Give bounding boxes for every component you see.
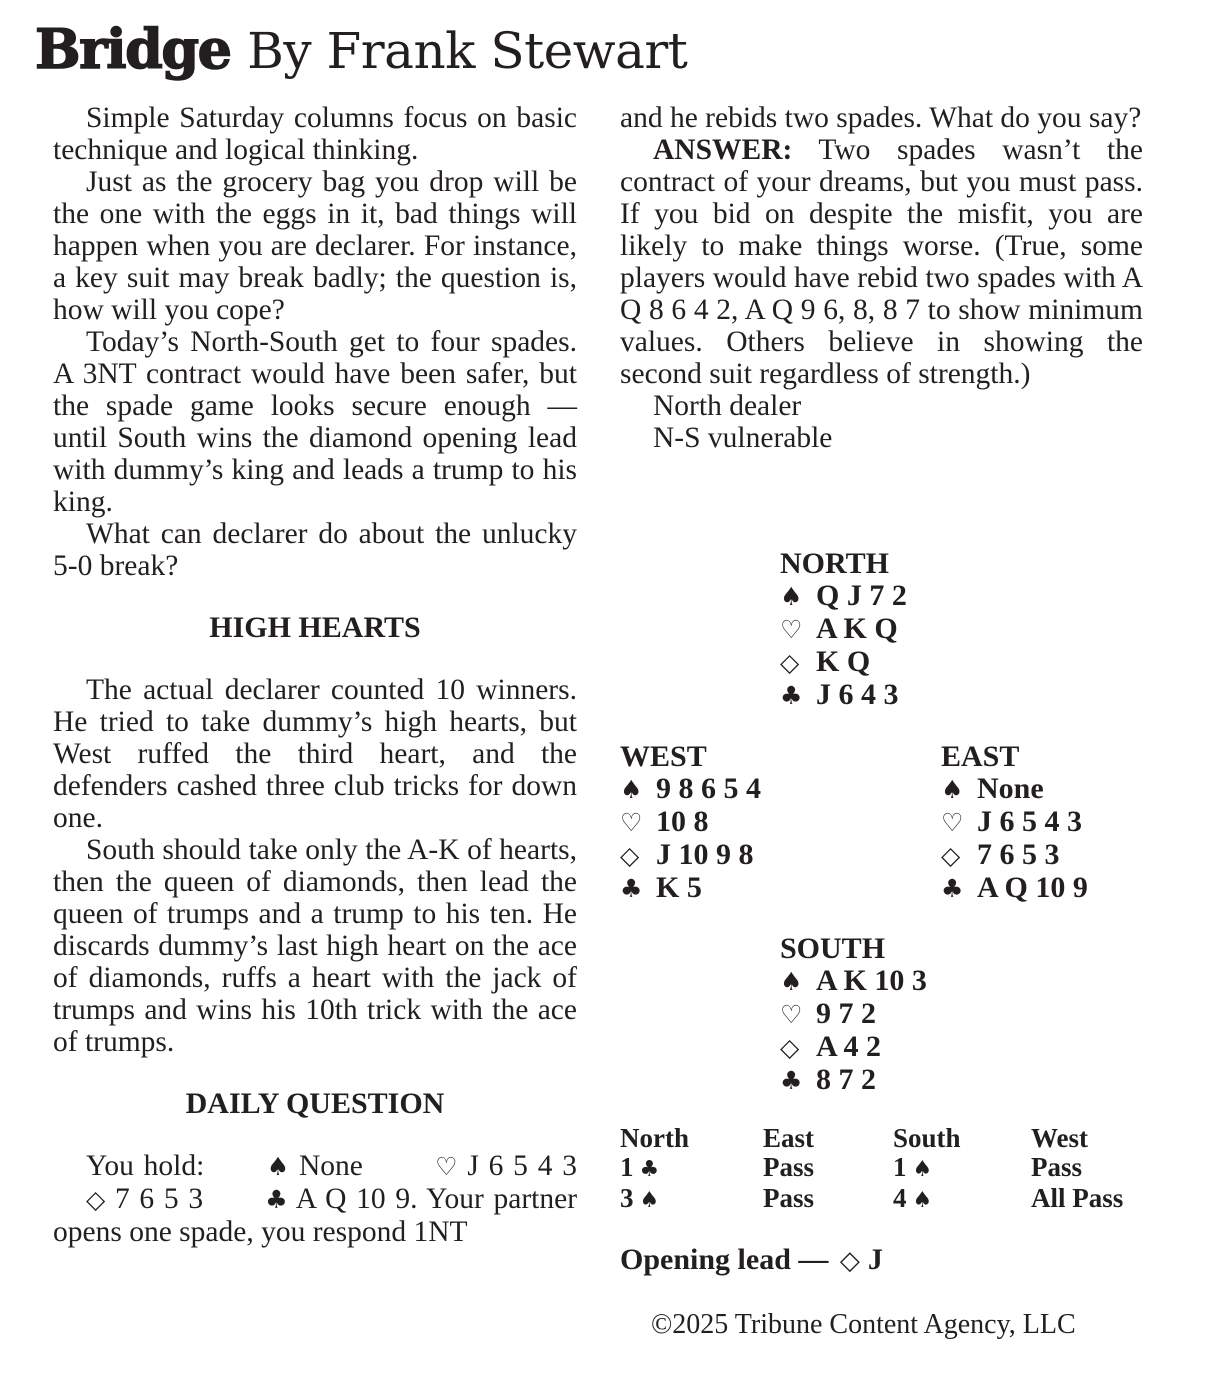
paragraph-intro-1: Simple Saturday columns focus on basic technique and logical thinking. (53, 102, 577, 166)
club-icon: ♣ (265, 1185, 288, 1214)
heart-icon: ♡ (780, 1000, 803, 1029)
club-icon: ♣ (639, 1157, 660, 1182)
hand-east-name: EAST (941, 740, 1020, 773)
auction-header-south: South (893, 1123, 961, 1153)
bid-call: Pass (763, 1152, 815, 1182)
club-icon: ♣ (780, 681, 803, 710)
hand-west-clubs (620, 872, 761, 905)
auction-header-north: North (620, 1123, 689, 1153)
hand-north-spades (780, 580, 907, 613)
subhead-daily-question: DAILY QUESTION (185, 1087, 445, 1120)
hand-north-hearts (780, 613, 907, 646)
bid-call: Pass (763, 1183, 815, 1213)
auction-bid (763, 1153, 893, 1184)
bid-call: All Pass (1031, 1183, 1124, 1213)
cards: A 4 2 (816, 1030, 882, 1063)
auction-bid (1031, 1184, 1150, 1215)
bid-level: 1 (620, 1152, 634, 1182)
hand-south-name: SOUTH (780, 932, 886, 965)
spade-icon: ♠ (912, 1188, 933, 1213)
bid-level: 4 (893, 1183, 907, 1213)
heart-icon: ♡ (620, 808, 643, 837)
question-continuation: and he rebids two spades. What do you say? (620, 102, 1142, 134)
spade-icon: ♠ (941, 775, 964, 804)
auction-header-west: West (1031, 1123, 1088, 1153)
cards: J 6 4 3 (816, 678, 899, 711)
answer-label: ANSWER: (653, 134, 793, 166)
diamond-icon: ◇ (86, 1185, 106, 1214)
cards: K 5 (656, 871, 702, 904)
hand-south-spades (780, 965, 927, 998)
auction-row (620, 1153, 1150, 1184)
spade-icon: ♠ (639, 1188, 660, 1213)
auction-bid (893, 1153, 1031, 1184)
hand-north (780, 548, 907, 712)
hand-west-spades (620, 773, 761, 806)
auction-header-row (620, 1124, 1150, 1153)
hand-west (620, 741, 761, 905)
diamond-icon: ◇ (780, 648, 800, 677)
auction-bid (1031, 1153, 1150, 1184)
cards: 8 7 2 (816, 1063, 876, 1096)
club-icon: ♣ (620, 874, 643, 903)
right-column (620, 102, 1143, 454)
hand-south (780, 933, 927, 1097)
spade-icon: ♠ (266, 1152, 290, 1181)
cards: None (977, 772, 1044, 805)
hand-east (941, 741, 1088, 905)
hand-north-diamonds (780, 646, 907, 679)
paragraph-intro-4: What can declarer do about the unlucky 5-0 break? (53, 518, 577, 582)
left-column (53, 102, 577, 1248)
cards: Q J 7 2 (816, 579, 907, 612)
hand-south-clubs (780, 1064, 927, 1097)
diamond-icon: ◇ (941, 841, 961, 870)
hand-west-hearts (620, 806, 761, 839)
auction-bid (893, 1184, 1031, 1215)
vulnerability: N-S vulnerable (653, 422, 833, 454)
heart-icon: ♡ (435, 1152, 458, 1181)
cards: A Q 10 9 (977, 871, 1088, 904)
subhead-high-hearts: HIGH HEARTS (209, 611, 421, 644)
hand-south-hearts (780, 998, 927, 1031)
question-rest: Your partner opens one spade, you respond 1NT (53, 1183, 578, 1248)
club-icon: ♣ (941, 874, 964, 903)
answer-paragraph (620, 134, 1143, 390)
answer-text: Two spades wasn’t the contract of your dreams, but you must pass. If you bid on despite the misfit, you are likely to make things worse. (True, some players would have rebid two spades with A Q 8 6 4 2, A Q 9 6, 8, 8 7 to show minimum values. Others believe in showing the second suit regardless of strength.) (620, 134, 1143, 390)
opening-lead-card: J (867, 1243, 883, 1276)
dealer: North dealer (653, 390, 802, 422)
hand-east-spades (941, 773, 1088, 806)
hand-west-diamonds (620, 839, 761, 872)
cards: K Q (816, 645, 871, 678)
column-title (35, 14, 687, 84)
auction-bid (620, 1184, 763, 1215)
auction-table (620, 1124, 1150, 1215)
heart-icon: ♡ (780, 615, 803, 644)
hand-east-diamonds (941, 839, 1088, 872)
bid-level: 3 (620, 1183, 634, 1213)
title-byline: By Frank Stewart (247, 22, 688, 80)
copyright: ©2025 Tribune Content Agency, LLC (651, 1309, 1076, 1340)
opening-lead-label: Opening lead — (620, 1243, 829, 1276)
question-lead: You hold: (86, 1150, 205, 1182)
spade-icon: ♠ (780, 582, 803, 611)
question-clubs: A Q 10 9. (295, 1183, 418, 1215)
cards: A K 10 3 (816, 964, 927, 997)
paragraph-solution-1: The actual declarer counted 10 winners. He tried to take dummy’s high hearts, but West ruffed the third heart, and the defenders cashed three club tricks for down one. (53, 674, 577, 834)
hand-west-name: WEST (620, 740, 707, 773)
auction-bid (620, 1153, 763, 1184)
heart-icon: ♡ (941, 808, 964, 837)
spade-icon: ♠ (912, 1157, 933, 1182)
cards: J 10 9 8 (656, 838, 754, 871)
spade-icon: ♠ (780, 967, 803, 996)
hand-north-clubs (780, 679, 907, 712)
auction-header-east: East (763, 1123, 815, 1153)
paragraph-intro-2: Just as the grocery bag you drop will be the one with the eggs in it, bad things will happen when you are declarer. For instance, a key suit may break badly; the question is, how will you cope? (53, 166, 577, 326)
auction-bid (763, 1184, 893, 1215)
cards: 7 6 5 3 (977, 838, 1060, 871)
opening-lead (620, 1242, 883, 1279)
hand-north-name: NORTH (780, 547, 889, 580)
club-icon: ♣ (780, 1066, 803, 1095)
diamond-icon: ◇ (620, 841, 640, 870)
hand-east-clubs (941, 872, 1088, 905)
daily-question (53, 1150, 577, 1248)
diamond-icon: ◇ (780, 1033, 800, 1062)
paragraph-intro-3: Today’s North-South get to four spades. A 3NT contract would have been safer, but the spade game looks secure enough — until South wins the diamond opening lead with dummy’s king and leads a trump to his king. (53, 326, 577, 518)
question-hearts: J 6 5 4 3 (467, 1150, 578, 1182)
cards: 9 7 2 (816, 997, 876, 1030)
hand-east-hearts (941, 806, 1088, 839)
auction-row (620, 1184, 1150, 1215)
cards: 9 8 6 5 4 (656, 772, 761, 805)
question-spades: None (298, 1150, 363, 1182)
title-bridge: Bridge (35, 17, 231, 81)
cards: A K Q (816, 612, 898, 645)
hand-south-diamonds (780, 1031, 927, 1064)
cards: 10 8 (656, 805, 709, 838)
cards: J 6 5 4 3 (977, 805, 1082, 838)
question-diamonds: 7 6 5 3 (114, 1183, 204, 1215)
bid-call: Pass (1031, 1152, 1083, 1182)
spade-icon: ♠ (620, 775, 643, 804)
diamond-icon: ◇ (839, 1246, 860, 1276)
paragraph-solution-2: South should take only the A-K of hearts, then the queen of diamonds, then lead the queen of trumps and a trump to his ten. He discards dummy’s last high heart on the ace of diamonds, ruffs a heart with the jack of trumps and wins his 10th trick with the ace of trumps. (53, 834, 577, 1058)
bid-level: 1 (893, 1152, 907, 1182)
